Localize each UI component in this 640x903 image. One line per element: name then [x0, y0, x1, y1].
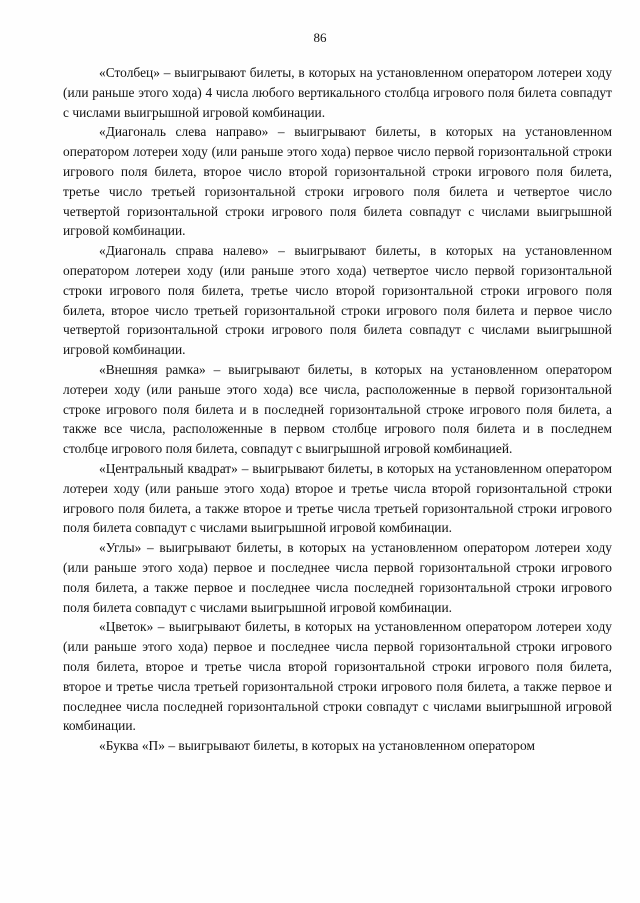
- paragraph-diagonal-left-right: «Диагональ слева направо» – выигрывают билеты, в которых на установленном оператором лотереи ходу (или раньше этого хода) первое число первой горизонтальной строки игрового поля билета, второе число второй горизонтальной строки игрового поля билета, третье число третьей горизонтальной строки игрового поля билета и четвертое число четвертой горизонтальной строки игрового поля билета совпадут с числами выигрышной игровой комбинации.: [63, 124, 612, 239]
- paragraph-central-square: «Центральный квадрат» – выигрывают билеты, в которых на установленном оператором лотереи ходу (или раньше этого хода) второе и третье числа второй горизонтальной строки игрового поля билета, а также второе и третье числа третьей горизонтальной строки игрового поля билета совпадут с числами выигрышной игровой комбинации.: [63, 460, 612, 536]
- paragraph-flower: «Цветок» – выигрывают билеты, в которых на установленном оператором лотереи ходу (или раньше этого хода) первое и последнее числа первой горизонтальной строки игрового поля билета, второе и третье числа второй горизонтальной строки игрового поля билета, второе и третье числа третьей горизонтальной строки игрового поля билета, а также первое и последнее числа последней горизонтальной строки совпадут с числами выигрышной игровой комбинации.: [63, 619, 612, 734]
- paragraph-corners: «Углы» – выигрывают билеты, в которых на установленном оператором лотереи ходу (или раньше этого хода) первое и последнее числа первой горизонтальной строки игрового поля билета, а также первое и последнее числа последней горизонтальной строки игрового поля билета совпадут с числами выигрышной игровой комбинации.: [63, 540, 612, 615]
- paragraph-column: «Столбец» – выигрывают билеты, в которых на установленном оператором лотереи ходу (или раньше этого хода) 4 числа любого вертикального столбца игрового поля билета совпадут с числами выигрышной игровой комбинации.: [63, 65, 612, 120]
- document-body: [63, 63, 612, 756]
- paragraph-letter-p: «Буква «П» – выигрывают билеты, в которых на установленном оператором: [99, 738, 535, 754]
- paragraph-diagonal-right-left: «Диагональ справа налево» – выигрывают билеты, в которых на установленном оператором лотереи ходу (или раньше этого хода) четвертое число первой горизонтальной строки игрового поля билета, третье число второй горизонтальной строки игрового поля билета, второе число третьей горизонтальной строки игрового поля билета и первое число четвертой горизонтальной строки игрового поля билета совпадут с числами выигрышной игровой комбинации.: [63, 243, 612, 358]
- paragraph-outer-frame: «Внешняя рамка» – выигрывают билеты, в которых на установленном оператором лотереи ходу (или раньше этого хода) все числа, расположенные в первой горизонтальной строке игрового поля билета и в последней горизонтальной строке игрового поля билета, а также все числа, расположенные в первом столбце игрового поля билета и в последнем столбце игрового поля билета, совпадут с выигрышной игровой комбинацией.: [63, 361, 612, 457]
- page-number: 86: [313, 30, 327, 45]
